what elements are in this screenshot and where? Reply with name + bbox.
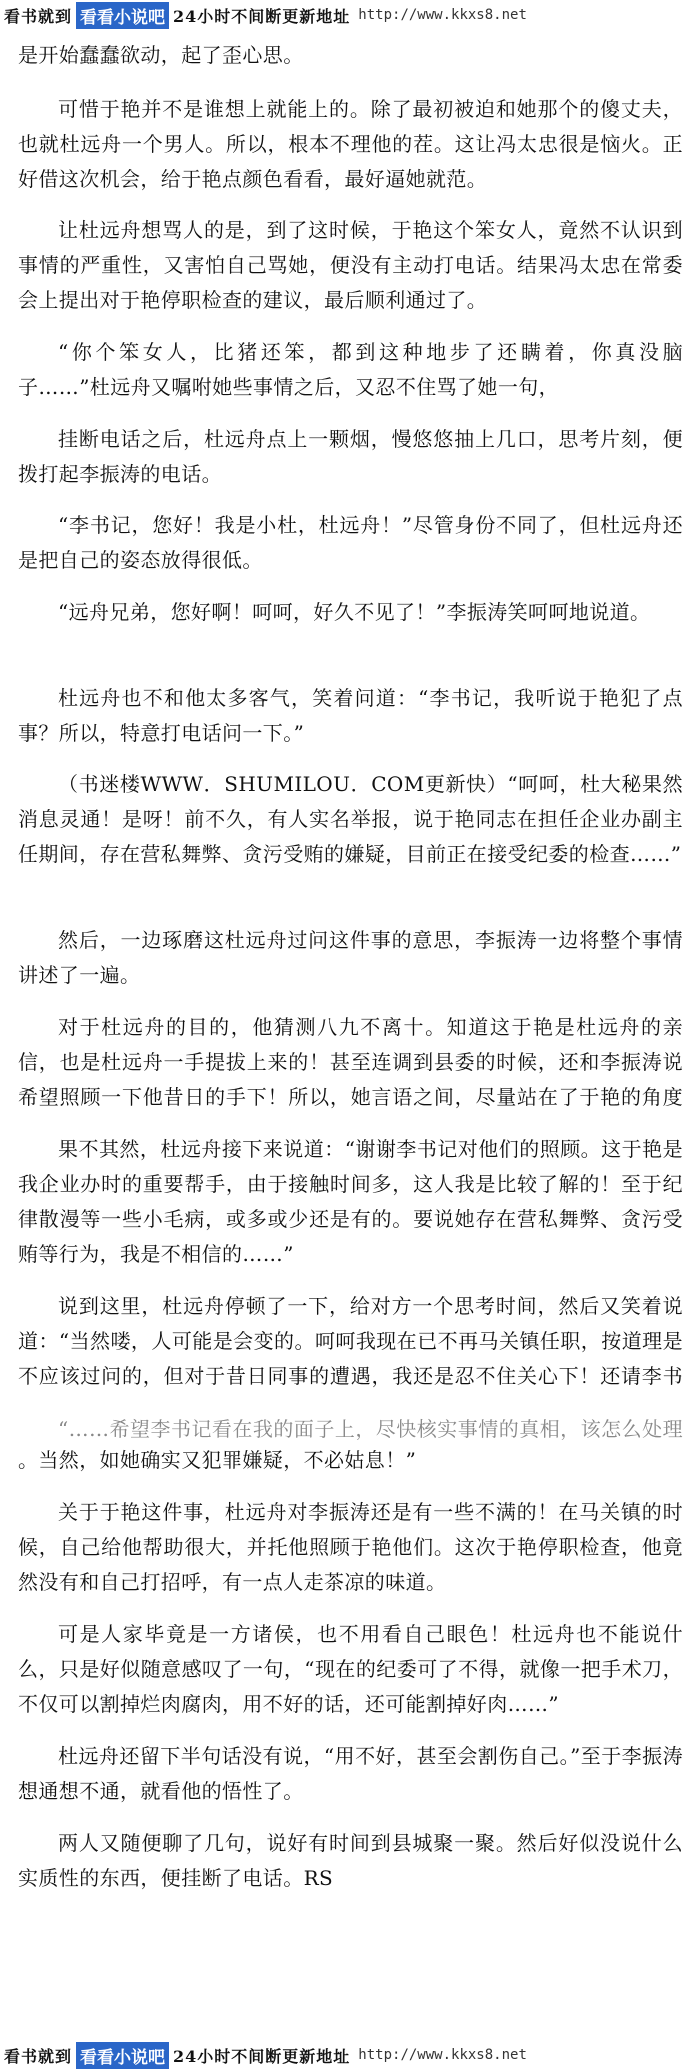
bottom-banner [0,2040,700,2070]
paragraph: “远舟兄弟，您好啊！呵呵，好久不见了！”李振涛笑呵呵地说道。 [58,600,651,624]
banner-lead: 看书就到 [4,6,73,26]
paragraph: 可是人家毕竟是一方诸侯，也不用看自己眼色！杜远舟也不能说什么，只是好似随意感叹了一句，“现在的纪委可了不得，就像一把手术刀，不仅可以割掉烂肉腐肉，用不好的话，还可能割掉好肉……” [18,1622,683,1716]
paragraph: 两人又随便聊了几句，说好有时间到县城聚一聚。然后好似没说什么实质性的东西，便挂断了电话。RS [18,1831,683,1890]
paragraph: 。当然，如她确实又犯罪嫌疑，不必姑息！” [18,1448,417,1472]
paragraph: 然后，一边琢磨这杜远舟过问这件事的意思，李振涛一边将整个事情讲述了一遍。 [18,928,683,987]
paragraph: 果不其然，杜远舟接下来说道：“谢谢李书记对他们的照顾。这于艳是我企业办时的重要帮手，由于接触时间多，这人我是比较了解的！至于纪律散漫等一些小毛病，或多或少还是有的。要说她存在营私舞弊、贪污受贿等行为，我是不相信的……” [18,1137,683,1266]
banner-lead: 看书就到 [4,2046,73,2066]
paragraph: 可惜于艳并不是谁想上就能上的。除了最初被迫和她那个的傻丈夫，也就杜远舟一个男人。所以，根本不理他的茬。这让冯太忠很是恼火。正好借这次机会，给于艳点颜色看看，最好逼她就范。 [18,97,683,191]
article-body [0,30,700,2040]
banner-url[interactable]: http://www.kkxs8.net [358,7,527,23]
paragraph: 是开始蠢蠢欲动，起了歪心思。 [18,43,304,67]
paragraph: 挂断电话之后，杜远舟点上一颗烟，慢悠悠抽上几口，思考片刻，便拨打起李振涛的电话。 [18,427,683,486]
paragraph-partial: “……希望李书记看在我的面子上，尽快核实事情的真相，该怎么处理 [58,1417,683,1440]
paragraph: 杜远舟还留下半句话没有说，“用不好，甚至会割伤自己。”至于李振涛想通想不通，就看他的悟性了。 [18,1744,683,1803]
banner-url[interactable]: http://www.kkxs8.net [358,2047,527,2063]
paragraph: 对于杜远舟的目的，他猜测八九不离十。知道这于艳是杜远舟的亲信，也是杜远舟一手提拔上来的！甚至连调到县委的时候，还和李振涛说希望照顾一下他昔日的手下！所以，她言语之间，尽量站在了于艳的角度 [18,1015,683,1109]
banner-slogan: 24小时不间断更新地址 [173,2046,351,2066]
banner-site-logo[interactable]: 看看小说吧 [76,2,169,29]
paragraph: “你个笨女人，比猪还笨，都到这种地步了还瞒着，你真没脑子……”杜远舟又嘱咐她些事情之后，又忍不住骂了她一句， [18,340,683,399]
paragraph: 杜远舟也不和他太多客气，笑着问道：“李书记，我听说于艳犯了点事？所以，特意打电话问一下。” [18,686,683,745]
paragraph: （书迷楼WWW．SHUMILOU．COM更新快）“呵呵，杜大秘果然消息灵通！是呀！前不久，有人实名举报，说于艳同志在担任企业办副主任期间，存在营私舞弊、贪污受贿的嫌疑，目前正在接受纪委的检查……” [18,772,683,866]
paragraph: 关于于艳这件事，杜远舟对李振涛还是有一些不满的！在马关镇的时候，自己给他帮助很大，并托他照顾于艳他们。这次于艳停职检查，他竟然没有和自己打招呼，有一点人走茶凉的味道。 [18,1500,683,1594]
paragraph: 让杜远舟想骂人的是，到了这时候，于艳这个笨女人，竟然不认识到事情的严重性，又害怕自己骂她，便没有主动打电话。结果冯太忠在常委会上提出对于艳停职检查的建议，最后顺利通过了。 [18,218,683,312]
paragraph: “李书记，您好！我是小杜，杜远舟！”尽管身份不同了，但杜远舟还是把自己的姿态放得很低。 [18,513,683,572]
banner-slogan: 24小时不间断更新地址 [173,6,351,26]
top-banner [0,0,700,30]
banner-site-logo[interactable]: 看看小说吧 [76,2042,169,2069]
paragraph: 说到这里，杜远舟停顿了一下，给对方一个思考时间，然后又笑着说道：“当然喽，人可能是会变的。呵呵我现在已不再马关镇任职，按道理是不应该过问的，但对于昔日同事的遭遇，我还是忍不住关心下！还请李书 [18,1294,683,1388]
